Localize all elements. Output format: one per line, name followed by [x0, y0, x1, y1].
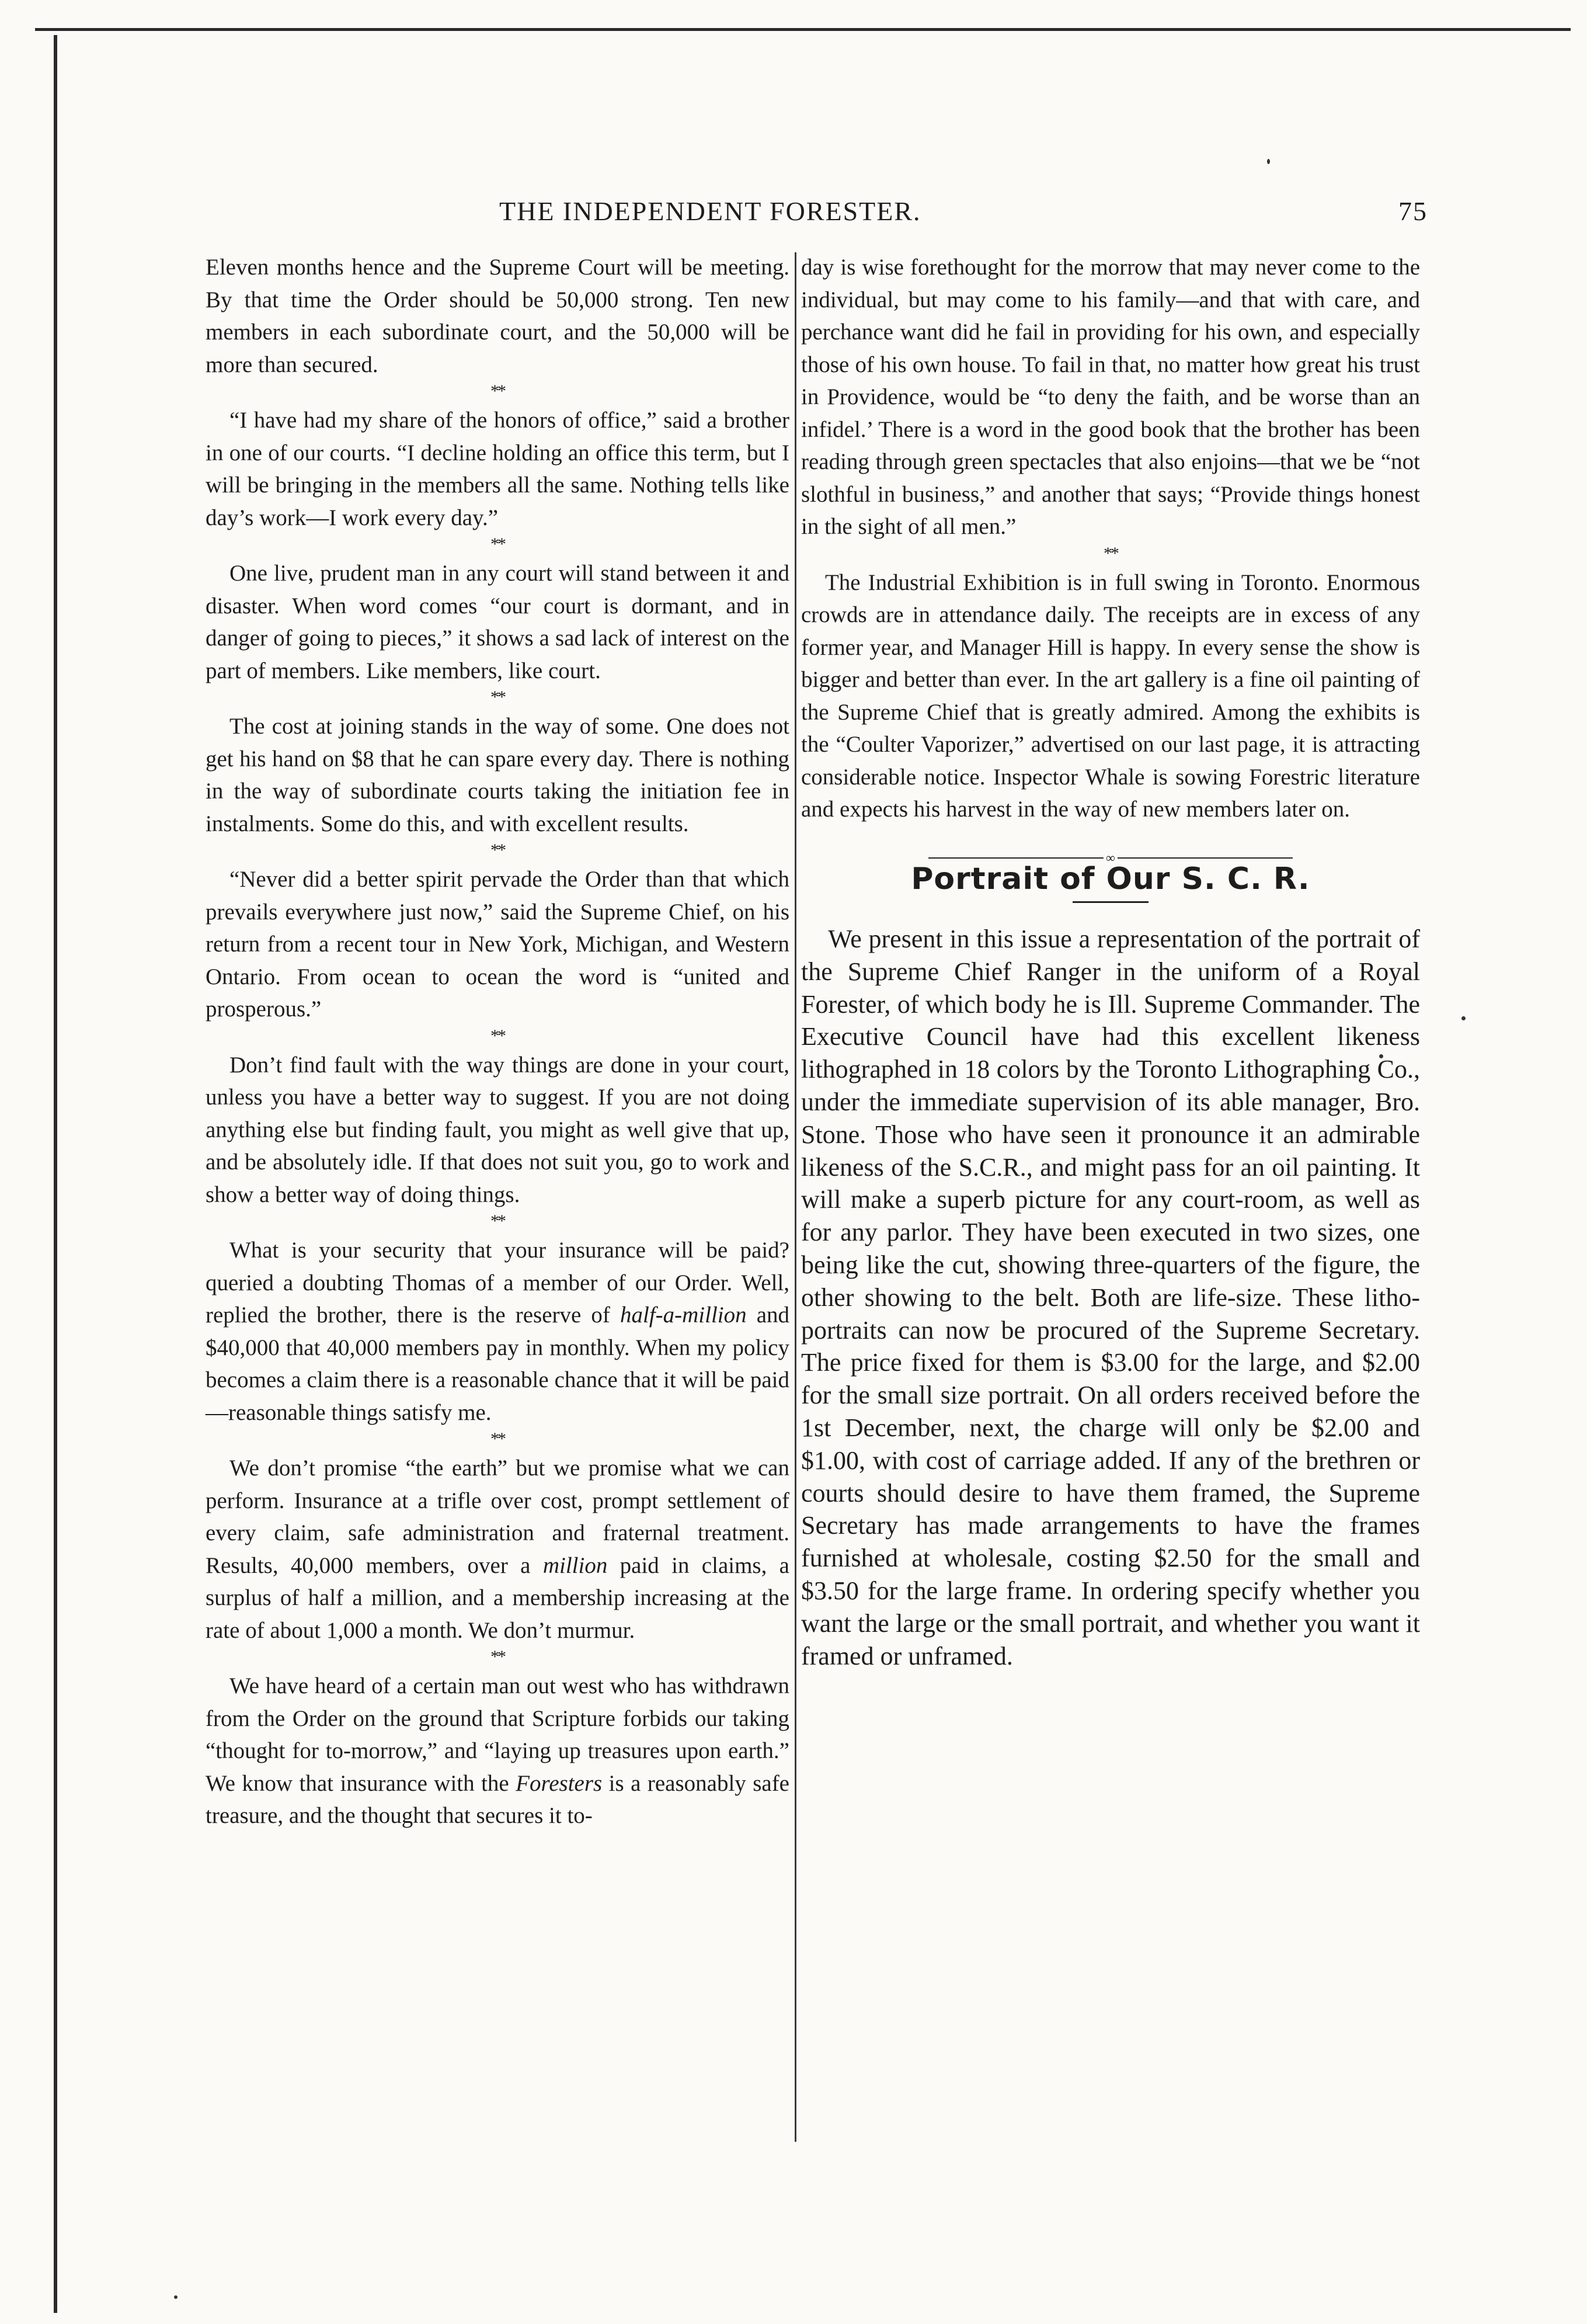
ornament-glyph: ∞: [1106, 850, 1115, 865]
paragraph: The cost at joining stands in the way of some. One does not get his hand on $8 that he can spare every day. There is nothing in the way of subordinate courts taking the initiation fee in instalments. Some do this, and with excellent results.: [206, 714, 789, 836]
section-separator: **: [1104, 543, 1118, 563]
paragraph: day is wise forethought for the morrow that may never come to the individual, but may come to his family—and that with care, and perchance want did he fail in providing for his own, and especially those of his own house. To fail in that, no matter how great his trust in Providence, would be “to deny the faith, and be worse than an infidel.’ There is a word in the good book that the brother has been reading through green spectacles that also enjoins—that we be “not slothful in business,” and another that says; “Provide things honest in the sight of all men.”: [801, 255, 1420, 539]
title-underline: [1073, 901, 1149, 903]
paragraph: Eleven months hence and the Supreme Court will be meeting. By that time the Order should be 50,000 strong. Ten new members in each subordinate court, and the 50,000 will be more than secured.: [206, 255, 789, 377]
italic-run: Foresters: [516, 1770, 603, 1796]
paragraph: “Never did a better spirit pervade the Order than that which prevails everywhere just now,” said the Supreme Chief, on his return from a recent tour in New York, Michigan, and Western Ontario. From ocean to ocean the word is “united and prosperous.”: [206, 867, 789, 1022]
page-number: 75: [1398, 196, 1428, 226]
section-separator: **: [490, 534, 504, 554]
running-header: [201, 196, 1428, 231]
paragraph: [206, 1452, 789, 1646]
column-divider: [795, 252, 796, 2142]
text-run: What is your security that your insurance will be paid? queried a doubting Thomas of a member of our Order. Well, replied the brother, there is the reserve of: [206, 1238, 789, 1328]
section-separator: **: [490, 1026, 504, 1045]
text-run: We don’t promise “the earth” but we promise what we can perform. Insurance at a trifle over cost, prompt settlement of every claim, safe administration and fraternal treatment. Results, 40,000 members, over a: [206, 1455, 789, 1578]
paragraph: [206, 1234, 789, 1429]
section-separator: **: [490, 1429, 504, 1448]
article-title: Portrait of Our S. C. R.: [911, 861, 1310, 897]
paragraph: The Industrial Exhibition is in full swing in Toronto. Enormous crowds are in attendance daily. The receipts are in excess of any former year, and Manager Hill is happy. In every sense the show is bigger and better than ever. In the art gallery is a fine oil painting of the Supreme Chief that is greatly admired. Among the exhibits is the “Coulter Vaporizer,” advertised on our last page, it is attracting considerable notice. Inspector Whale is sowing Forestric literature and expects his harvest in the way of new members later on.: [801, 569, 1420, 822]
scan-speck: [1461, 1016, 1466, 1020]
text-run: We have heard of a certain man out west who has withdrawn from the Order on the ground that Scripture forbids our taking “thought for to-morrow,” and “laying up treasures upon earth.” We know that insurance with the: [206, 1673, 789, 1796]
right-column: [801, 251, 1420, 1672]
scan-edge-left: [54, 35, 57, 2313]
paragraph: [206, 1670, 789, 1832]
text-run: paid in claims, a surplus of half a million, and a membership increasing at the rate of about 1,000 a month. We don’t murmur.: [206, 1552, 789, 1643]
paragraph: “I have had my share of the honors of office,” said a brother in one of our courts. “I decline holding an office this term, but I will be bringing in the members all the same. Nothing tells like day’s work—I work every day.”: [206, 408, 789, 530]
scan-speck: [1267, 159, 1270, 164]
section-separator: **: [490, 687, 504, 707]
journal-title: THE INDEPENDENT FORESTER.: [499, 196, 921, 226]
italic-run: million: [542, 1552, 608, 1578]
paragraph: Don’t find fault with the way things are done in your court, unless you have a better way to suggest. If you are not doing anything else but finding fault, you might as well give that up, and be absolutely idle. If that does not suit you, go to work and show a better way of doing things.: [206, 1052, 789, 1207]
ornamental-rule: [801, 840, 1420, 865]
left-column: [206, 251, 789, 1832]
scan-speck: [174, 2295, 178, 2299]
section-separator: **: [490, 381, 504, 401]
paragraph: One live, prudent man in any court will stand between it and disaster. When word comes “our court is dormant, and in danger of going to pieces,” it shows a sad lack of interest on the part of members. Like members, like court.: [206, 561, 789, 683]
article-body: [801, 923, 1420, 1672]
section-separator: **: [490, 840, 504, 860]
section-separator: **: [490, 1647, 504, 1666]
rule-bar: [1118, 857, 1293, 859]
section-separator: **: [490, 1211, 504, 1231]
paragraph: We present in this issue a representation of the portrait of the Supreme Chief Ranger in the uniform of a Royal Forester, of which body he is Ill. Supreme Commander. The Executive Council have had this excellent likeness lithographed in 18 colors by the Toronto Lithographing Co., under the immediate supervision of its able manager, Bro. Stone. Those who have seen it pronounce it an admirable likeness of the S.C.R., and might pass for an oil painting. It will make a superb picture for any court-room, as well as for any parlor. They have been executed in two sizes, one being like the cut, showing three-quarters of the figure, the other showing to the belt. Both are life-size. These litho-portraits can now be procured of the Supreme Secretary. The price fixed for them is $3.00 for the large, and $2.00 for the small size portrait. On all orders received before the 1st December, next, the charge will only be $2.00 and $1.00, with cost of carriage added. If any of the brethren or courts should desire to have them framed, the Supreme Secretary has made arrangements to have the frames furnished at wholesale, costing $2.50 for the small and $3.50 for the large frame. In ordering specify whether you want the large or the small portrait, and whether you want it framed or unframed.: [801, 925, 1420, 1670]
rule-bar: [928, 857, 1104, 859]
scan-edge-top: [35, 28, 1571, 31]
text-run: is a reasonably safe treasure, and the thought that secures it to-: [206, 1770, 789, 1828]
italic-run: half-a-million: [620, 1302, 747, 1328]
text-run: and $40,000 that 40,000 members pay in monthly. When my policy becomes a claim there is a reasonable chance that it will be paid—reasonable things satisfy me.: [206, 1302, 790, 1425]
